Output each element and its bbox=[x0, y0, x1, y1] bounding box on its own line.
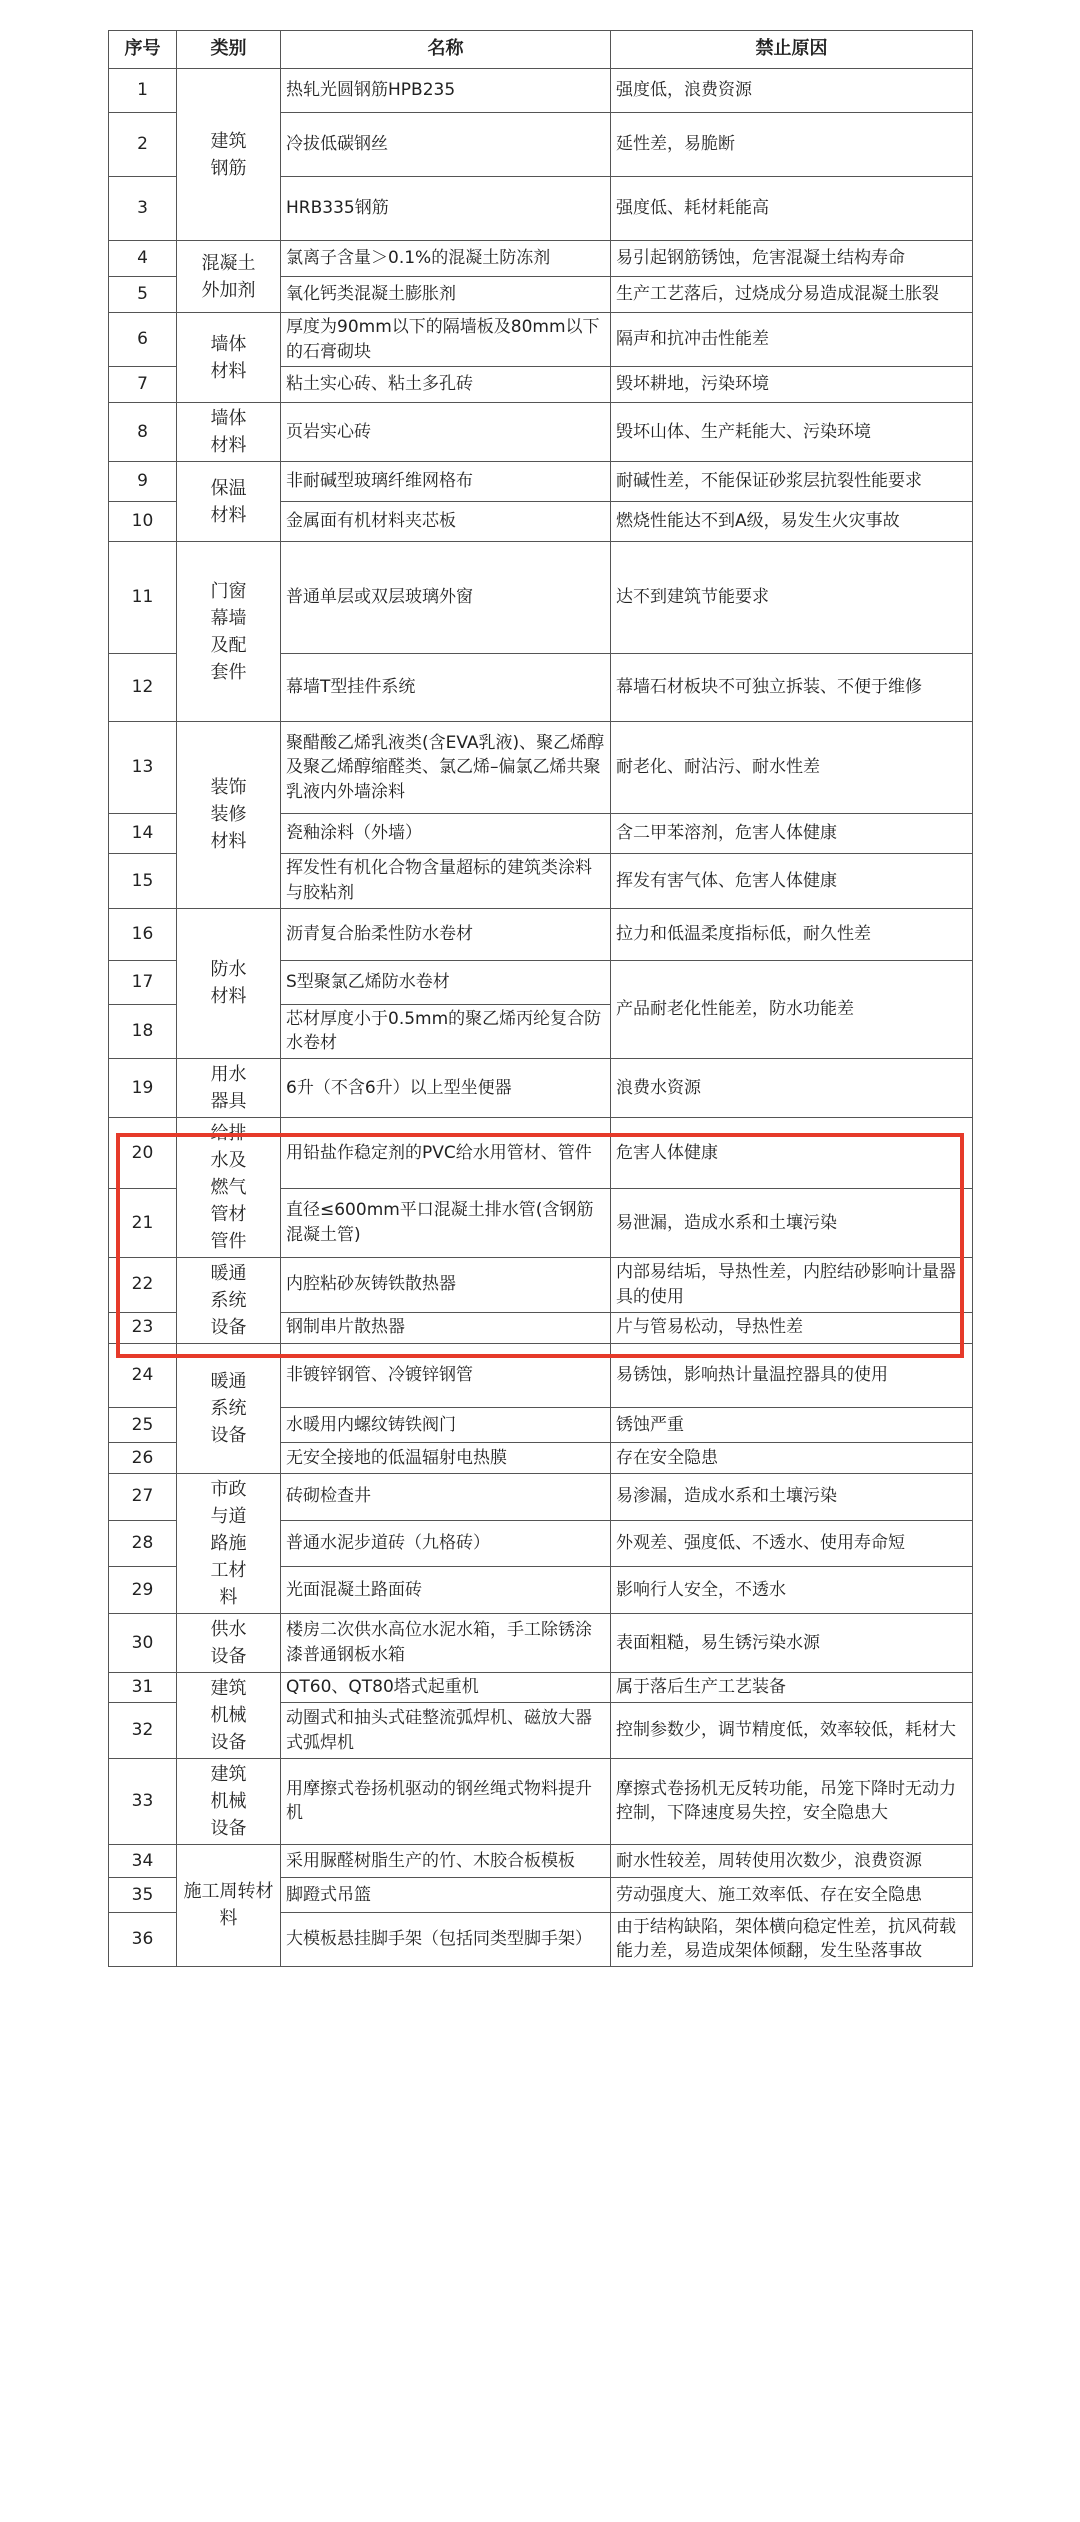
row-index-cell: 29 bbox=[109, 1567, 177, 1614]
prohibition-reason-cell: 毁坏耕地，污染环境 bbox=[611, 367, 973, 403]
prohibition-reason-cell: 含二甲苯溶剂，危害人体健康 bbox=[611, 814, 973, 854]
material-name-cell: 氯离子含量＞0.1%的混凝土防冻剂 bbox=[281, 241, 611, 277]
table-row bbox=[109, 313, 973, 367]
highlight-box bbox=[116, 1133, 964, 1358]
prohibition-reason-cell: 强度低，浪费资源 bbox=[611, 69, 973, 113]
material-name-cell: 热轧光圆钢筋HPB235 bbox=[281, 69, 611, 113]
row-index-cell: 6 bbox=[109, 313, 177, 367]
material-name-cell: 挥发性有机化合物含量超标的建筑类涂料与胶粘剂 bbox=[281, 854, 611, 908]
header-index: 序号 bbox=[109, 31, 177, 69]
row-index-cell: 8 bbox=[109, 403, 177, 462]
prohibition-reason-cell: 易引起钢筋锈蚀，危害混凝土结构寿命 bbox=[611, 241, 973, 277]
row-index-cell: 27 bbox=[109, 1473, 177, 1520]
category-cell: 市政 与道 路施 工材 料 bbox=[177, 1473, 281, 1613]
row-index-cell: 19 bbox=[109, 1058, 177, 1117]
prohibition-reason-cell: 浪费水资源 bbox=[611, 1058, 973, 1117]
category-cell: 建筑 机械 设备 bbox=[177, 1672, 281, 1758]
prohibition-reason-cell: 存在安全隐患 bbox=[611, 1442, 973, 1473]
row-index-cell: 26 bbox=[109, 1442, 177, 1473]
row-index-cell: 16 bbox=[109, 908, 177, 960]
category-cell: 用水 器具 bbox=[177, 1058, 281, 1117]
prohibition-reason-cell: 影响行人安全，不透水 bbox=[611, 1567, 973, 1614]
material-name-cell: 非镀锌钢管、冷镀锌钢管 bbox=[281, 1343, 611, 1407]
row-index-cell: 5 bbox=[109, 277, 177, 313]
prohibition-reason-cell: 强度低、耗材耗能高 bbox=[611, 177, 973, 241]
prohibition-reason-cell: 摩擦式卷扬机无反转功能，吊笼下降时无动力控制，下降速度易失控，安全隐患大 bbox=[611, 1758, 973, 1844]
category-cell: 建筑 机械 设备 bbox=[177, 1758, 281, 1844]
table-row bbox=[109, 403, 973, 462]
category-cell: 装饰 装修 材料 bbox=[177, 722, 281, 908]
material-name-cell: S型聚氯乙烯防水卷材 bbox=[281, 960, 611, 1004]
table-row bbox=[109, 908, 973, 960]
row-index-cell: 17 bbox=[109, 960, 177, 1004]
row-index-cell: 13 bbox=[109, 722, 177, 814]
table-row bbox=[109, 1758, 973, 1844]
row-index-cell: 9 bbox=[109, 462, 177, 502]
category-cell: 门窗 幕墙 及配 套件 bbox=[177, 542, 281, 722]
prohibition-reason-cell: 幕墙石材板块不可独立拆装、不便于维修 bbox=[611, 654, 973, 722]
material-name-cell: 光面混凝土路面砖 bbox=[281, 1567, 611, 1614]
row-index-cell: 33 bbox=[109, 1758, 177, 1844]
table-row bbox=[109, 462, 973, 502]
table-row bbox=[109, 241, 973, 277]
row-index-cell: 1 bbox=[109, 69, 177, 113]
material-name-cell: 页岩实心砖 bbox=[281, 403, 611, 462]
prohibition-reason-cell: 拉力和低温柔度指标低，耐久性差 bbox=[611, 908, 973, 960]
material-name-cell: QT60、QT80塔式起重机 bbox=[281, 1672, 611, 1702]
category-cell: 供水 设备 bbox=[177, 1613, 281, 1672]
table-row bbox=[109, 542, 973, 654]
row-index-cell: 23 bbox=[109, 1312, 177, 1343]
row-index-cell: 21 bbox=[109, 1189, 177, 1258]
prohibition-reason-cell: 易渗漏，造成水系和土壤污染 bbox=[611, 1473, 973, 1520]
material-name-cell: 聚醋酸乙烯乳液类(含EVA乳液)、聚乙烯醇及聚乙烯醇缩醛类、氯乙烯–偏氯乙烯共聚乳液内外墙涂料 bbox=[281, 722, 611, 814]
category-cell: 防水 材料 bbox=[177, 908, 281, 1058]
header-name: 名称 bbox=[281, 31, 611, 69]
material-name-cell: 砖砌检查井 bbox=[281, 1473, 611, 1520]
row-index-cell: 31 bbox=[109, 1672, 177, 1702]
prohibition-reason-cell: 隔声和抗冲击性能差 bbox=[611, 313, 973, 367]
prohibition-reason-cell: 易泄漏，造成水系和土壤污染 bbox=[611, 1189, 973, 1258]
prohibition-reason-cell: 由于结构缺陷，架体横向稳定性差，抗风荷载能力差，易造成架体倾翻，发生坠落事故 bbox=[611, 1912, 973, 1966]
material-name-cell: 用铅盐作稳定剂的PVC给水用管材、管件 bbox=[281, 1117, 611, 1188]
prohibited-materials-table bbox=[108, 30, 973, 1967]
table-row bbox=[109, 1058, 973, 1117]
material-name-cell: 普通单层或双层玻璃外窗 bbox=[281, 542, 611, 654]
table-row bbox=[109, 69, 973, 113]
material-name-cell: 6升（不含6升）以上型坐便器 bbox=[281, 1058, 611, 1117]
category-cell: 暖通 系统 设备 bbox=[177, 1257, 281, 1343]
prohibition-reason-cell: 毁坏山体、生产耗能大、污染环境 bbox=[611, 403, 973, 462]
prohibition-reason-cell: 产品耐老化性能差，防水功能差 bbox=[611, 960, 973, 1058]
row-index-cell: 25 bbox=[109, 1407, 177, 1442]
prohibition-reason-cell: 危害人体健康 bbox=[611, 1117, 973, 1188]
category-cell: 给排 水及 燃气 管材 管件 bbox=[177, 1117, 281, 1257]
material-name-cell: 水暖用内螺纹铸铁阀门 bbox=[281, 1407, 611, 1442]
material-name-cell: 动圈式和抽头式硅整流弧焊机、磁放大器式弧焊机 bbox=[281, 1703, 611, 1759]
category-cell: 墙体 材料 bbox=[177, 403, 281, 462]
material-name-cell: 粘土实心砖、粘土多孔砖 bbox=[281, 367, 611, 403]
row-index-cell: 22 bbox=[109, 1257, 177, 1312]
row-index-cell: 15 bbox=[109, 854, 177, 908]
prohibition-reason-cell: 属于落后生产工艺装备 bbox=[611, 1672, 973, 1702]
prohibition-reason-cell: 耐碱性差，不能保证砂浆层抗裂性能要求 bbox=[611, 462, 973, 502]
prohibition-reason-cell: 内部易结垢，导热性差，内腔结砂影响计量器具的使用 bbox=[611, 1257, 973, 1312]
row-index-cell: 18 bbox=[109, 1004, 177, 1058]
prohibition-reason-cell: 延性差，易脆断 bbox=[611, 113, 973, 177]
prohibition-reason-cell: 耐水性较差，周转使用次数少，浪费资源 bbox=[611, 1844, 973, 1877]
row-index-cell: 30 bbox=[109, 1613, 177, 1672]
table-row bbox=[109, 1844, 973, 1877]
table-row bbox=[109, 1613, 973, 1672]
category-cell: 施工周转材 料 bbox=[177, 1844, 281, 1966]
material-name-cell: 采用脲醛树脂生产的竹、木胶合板模板 bbox=[281, 1844, 611, 1877]
material-name-cell: 用摩擦式卷扬机驱动的钢丝绳式物料提升机 bbox=[281, 1758, 611, 1844]
prohibition-reason-cell: 劳动强度大、施工效率低、存在安全隐患 bbox=[611, 1877, 973, 1912]
row-index-cell: 7 bbox=[109, 367, 177, 403]
prohibition-reason-cell: 耐老化、耐沾污、耐水性差 bbox=[611, 722, 973, 814]
prohibition-reason-cell: 挥发有害气体、危害人体健康 bbox=[611, 854, 973, 908]
material-name-cell: 芯材厚度小于0.5mm的聚乙烯丙纶复合防水卷材 bbox=[281, 1004, 611, 1058]
row-index-cell: 34 bbox=[109, 1844, 177, 1877]
category-cell: 墙体 材料 bbox=[177, 313, 281, 403]
material-name-cell: 厚度为90mm以下的隔墙板及80mm以下的石膏砌块 bbox=[281, 313, 611, 367]
category-cell: 暖通 系统 设备 bbox=[177, 1343, 281, 1473]
prohibition-reason-cell: 锈蚀严重 bbox=[611, 1407, 973, 1442]
material-name-cell: 楼房二次供水高位水泥水箱，手工除锈涂漆普通钢板水箱 bbox=[281, 1613, 611, 1672]
material-name-cell: HRB335钢筋 bbox=[281, 177, 611, 241]
material-name-cell: 冷拔低碳钢丝 bbox=[281, 113, 611, 177]
prohibition-reason-cell: 外观差、强度低、不透水、使用寿命短 bbox=[611, 1520, 973, 1567]
table-body bbox=[109, 69, 973, 1967]
material-name-cell: 非耐碱型玻璃纤维网格布 bbox=[281, 462, 611, 502]
table-row bbox=[109, 1672, 973, 1702]
row-index-cell: 4 bbox=[109, 241, 177, 277]
prohibition-reason-cell: 控制参数少，调节精度低，效率较低，耗材大 bbox=[611, 1703, 973, 1759]
row-index-cell: 10 bbox=[109, 502, 177, 542]
header-category: 类别 bbox=[177, 31, 281, 69]
row-index-cell: 11 bbox=[109, 542, 177, 654]
row-index-cell: 3 bbox=[109, 177, 177, 241]
row-index-cell: 2 bbox=[109, 113, 177, 177]
table-row bbox=[109, 722, 973, 814]
category-cell: 混凝土 外加剂 bbox=[177, 241, 281, 313]
category-cell: 保温 材料 bbox=[177, 462, 281, 542]
prohibition-reason-cell: 达不到建筑节能要求 bbox=[611, 542, 973, 654]
material-name-cell: 普通水泥步道砖（九格砖） bbox=[281, 1520, 611, 1567]
material-name-cell: 直径≤600mm平口混凝土排水管(含钢筋混凝土管) bbox=[281, 1189, 611, 1258]
row-index-cell: 20 bbox=[109, 1117, 177, 1188]
material-name-cell: 金属面有机材料夹芯板 bbox=[281, 502, 611, 542]
prohibition-reason-cell: 生产工艺落后，过烧成分易造成混凝土胀裂 bbox=[611, 277, 973, 313]
material-name-cell: 脚蹬式吊篮 bbox=[281, 1877, 611, 1912]
row-index-cell: 32 bbox=[109, 1703, 177, 1759]
material-name-cell: 钢制串片散热器 bbox=[281, 1312, 611, 1343]
row-index-cell: 12 bbox=[109, 654, 177, 722]
material-name-cell: 瓷釉涂料（外墙） bbox=[281, 814, 611, 854]
material-name-cell: 沥青复合胎柔性防水卷材 bbox=[281, 908, 611, 960]
header-reason: 禁止原因 bbox=[611, 31, 973, 69]
row-index-cell: 36 bbox=[109, 1912, 177, 1966]
material-name-cell: 大模板悬挂脚手架（包括同类型脚手架） bbox=[281, 1912, 611, 1966]
table-row bbox=[109, 1473, 973, 1520]
material-name-cell: 氧化钙类混凝土膨胀剂 bbox=[281, 277, 611, 313]
prohibition-reason-cell: 表面粗糙，易生锈污染水源 bbox=[611, 1613, 973, 1672]
material-name-cell: 内腔粘砂灰铸铁散热器 bbox=[281, 1257, 611, 1312]
row-index-cell: 28 bbox=[109, 1520, 177, 1567]
material-name-cell: 无安全接地的低温辐射电热膜 bbox=[281, 1442, 611, 1473]
category-cell: 建筑 钢筋 bbox=[177, 69, 281, 241]
prohibition-reason-cell: 片与管易松动，导热性差 bbox=[611, 1312, 973, 1343]
table-header-row bbox=[109, 31, 973, 69]
prohibition-reason-cell: 燃烧性能达不到A级，易发生火灾事故 bbox=[611, 502, 973, 542]
row-index-cell: 35 bbox=[109, 1877, 177, 1912]
material-name-cell: 幕墙T型挂件系统 bbox=[281, 654, 611, 722]
prohibition-reason-cell: 易锈蚀，影响热计量温控器具的使用 bbox=[611, 1343, 973, 1407]
row-index-cell: 14 bbox=[109, 814, 177, 854]
row-index-cell: 24 bbox=[109, 1343, 177, 1407]
